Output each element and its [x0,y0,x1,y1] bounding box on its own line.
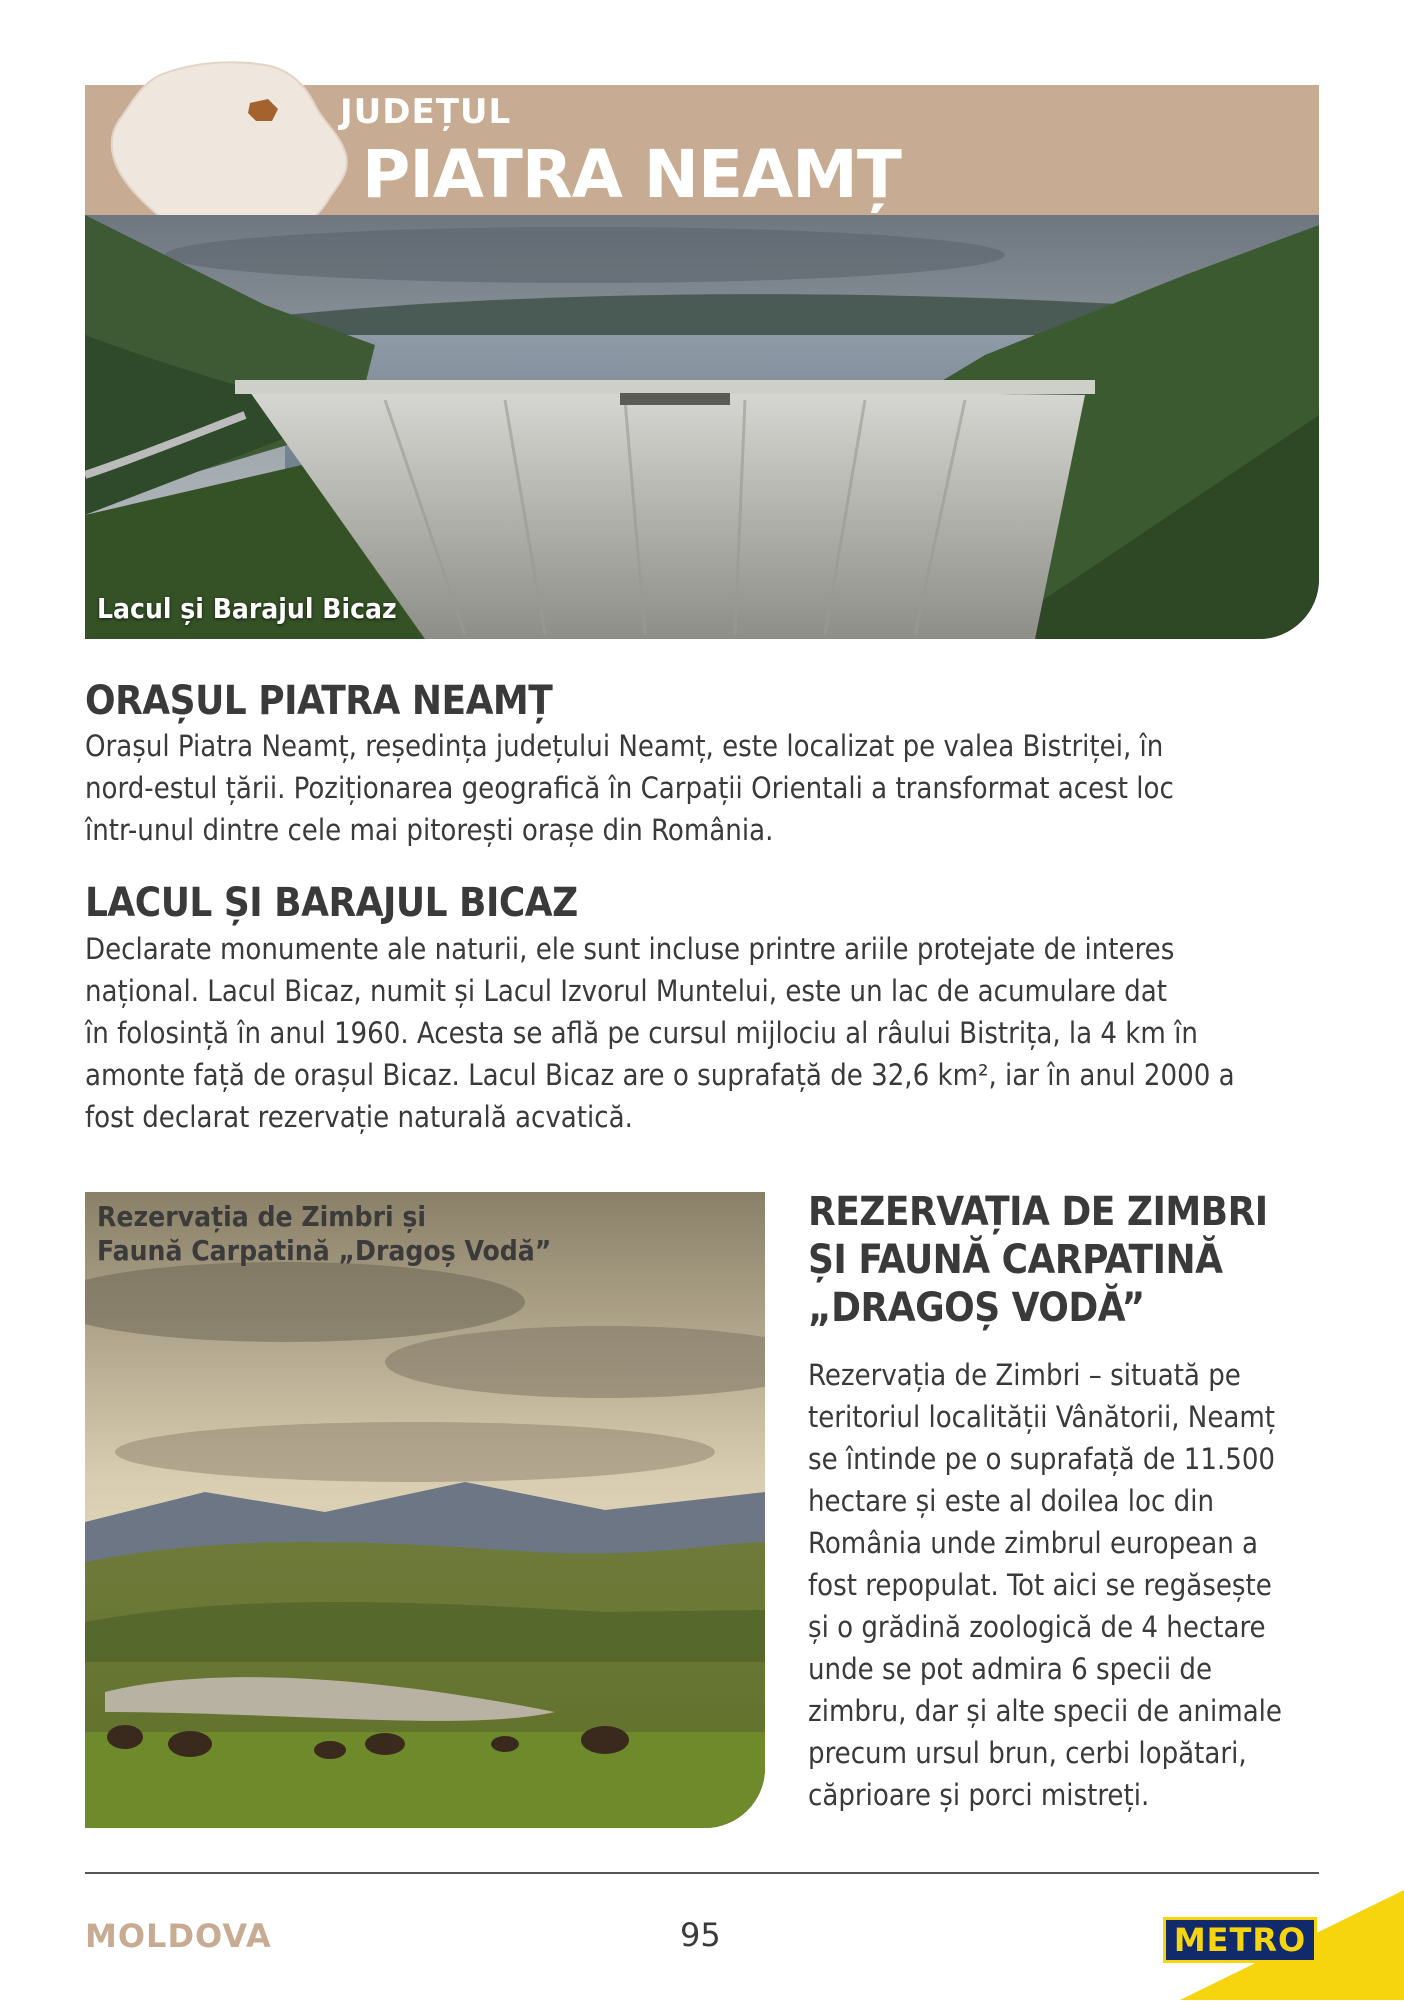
page-number: 95 [680,1916,721,1954]
section-text-lacul: Declarate monumente ale naturii, ele sunt incluse printre ariile protejate de interes național. Lacul Bicaz, numit și Lacul Izvorul Muntelui, este un lac de acumulare dat în folosință în anul 1960. Acesta se află pe cursul mijlociu al râului Bistrița, la 4 km în amonte față de orașul Bicaz. Lacul Bicaz are o suprafață de 32,6 km², iar în anul 2000 a fost declarat rezervație naturală acvatică. [85,932,1235,1134]
section-text-oras: Orașul Piatra Neamț, reședința județului Neamț, este localizat pe valea Bistriței, în nord-estul țării. Poziționarea geografică în Carpații Orientali a transformat acest loc într-unul dintre cele mai pitorești orașe din România. [85,729,1174,847]
footer-region-label: MOLDOVA [85,1917,272,1955]
county-kicker: JUDEȚUL [340,92,512,132]
photo-caption-dam: Lacul și Barajul Bicaz [97,592,397,625]
county-title: PIATRA NEAMȚ [362,136,901,213]
photo-bicaz-dam [85,215,1319,639]
photo-bison-reserve [85,1192,765,1828]
section-title-oras: ORAȘUL PIATRA NEAMȚ [85,678,553,724]
section-title-rezervatia: REZERVAȚIA DE ZIMBRI ȘI FAUNĂ CARPATINĂ „DRAGOȘ VODĂ” [808,1189,1268,1331]
footer-divider [85,1872,1319,1874]
section-text-rezervatia: Rezervația de Zimbri – situată pe teritoriul localității Vânătorii, Neamț se întinde pe o suprafață de 11.500 hectare și este al doilea loc din România unde zimbrul european a fost repopulat. Tot aici se regăsește și o grădină zoologică de 4 hectare unde se pot admira 6 specii de zimbru, dar și alte specii de animale precum ursul brun, cerbi lopătari, căprioare și porci mistreți. [808,1358,1282,1812]
metro-logo: METRO [1163,1917,1317,1963]
photo-caption-bison: Rezervația de Zimbri și Faună Carpatină „Dragoș Vodă” [97,1200,552,1267]
section-title-lacul: LACUL ȘI BARAJUL BICAZ [85,880,578,926]
